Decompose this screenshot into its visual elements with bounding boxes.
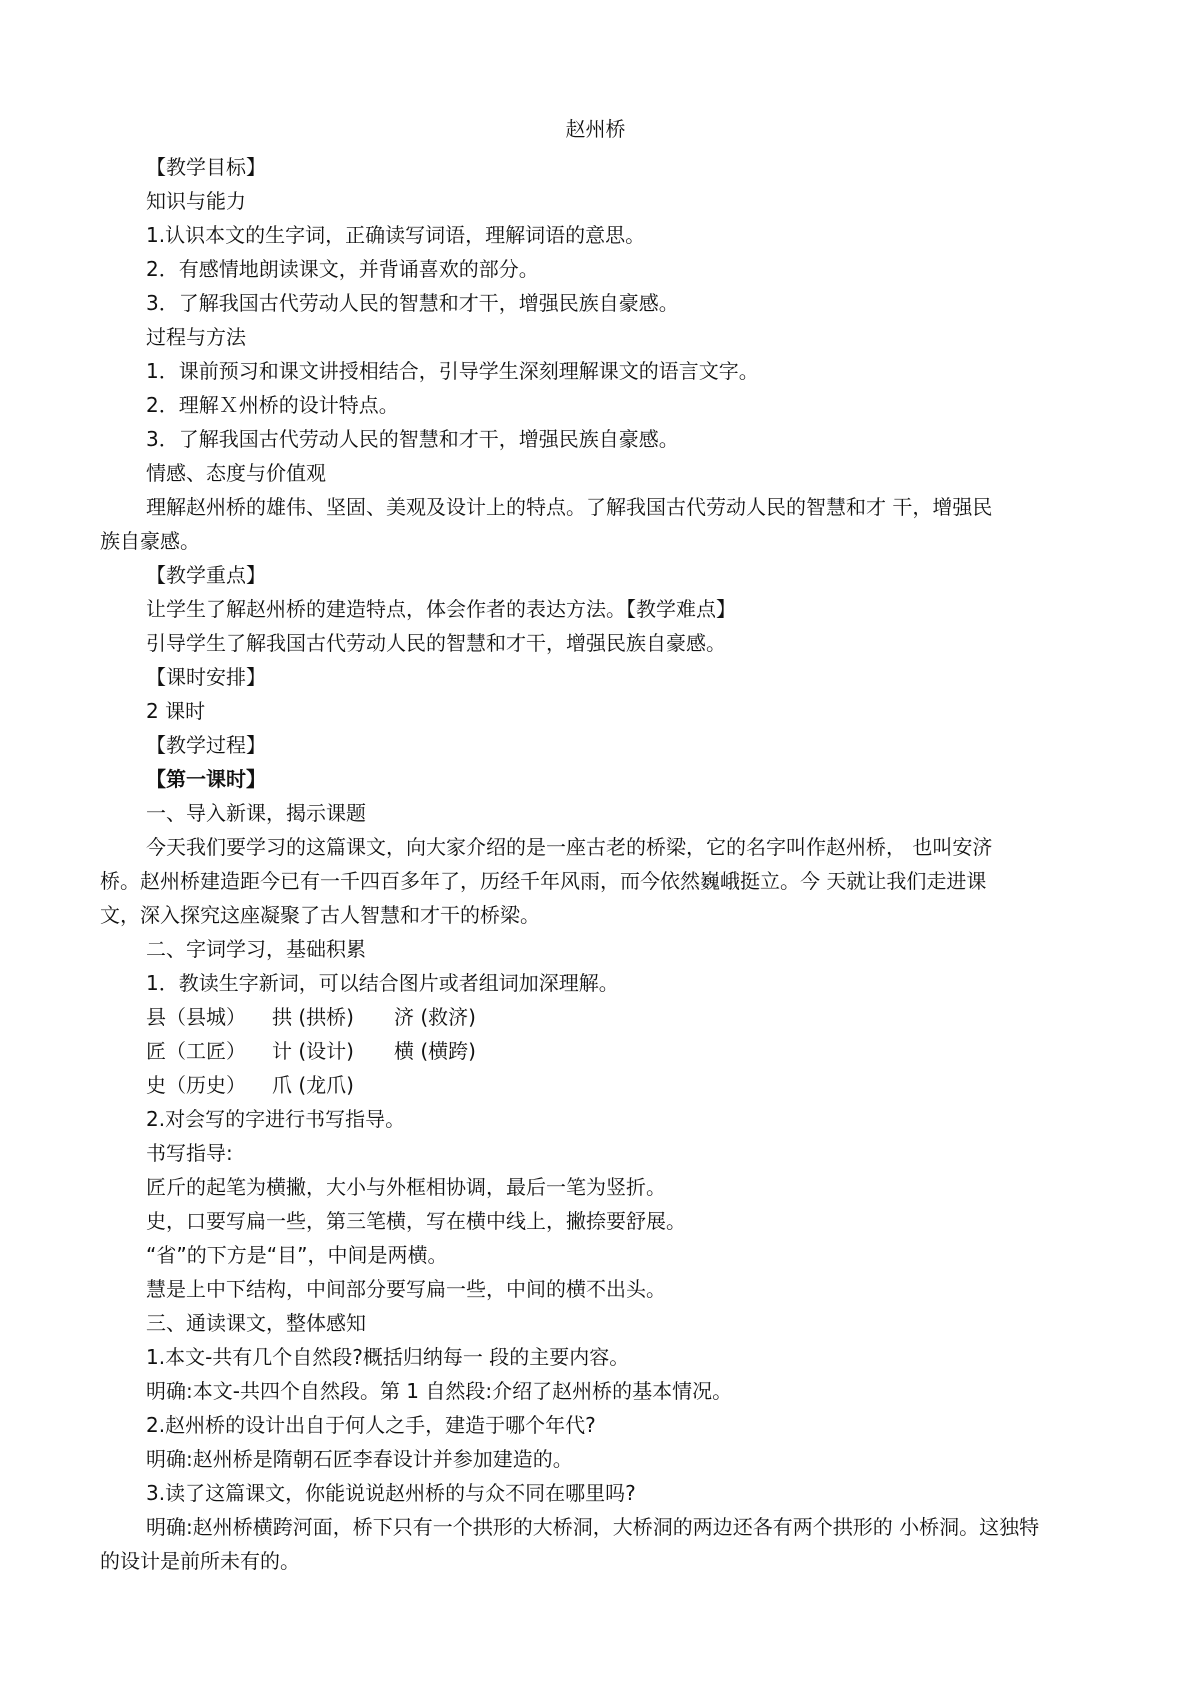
- paragraph-line: 2．有感情地朗读课文，并背诵喜欢的部分。: [146, 257, 539, 281]
- paragraph-line: 明确:赵州桥是隋朝石匠李春设计并参加建造的。: [146, 1447, 573, 1471]
- heading-process: 【教学过程】: [146, 733, 266, 757]
- paragraph-line: 1．课前预习和课文讲授相结合，引导学生深刻理解课文的语言文字。: [146, 359, 759, 383]
- subheading-attitude: 情感、态度与价值观: [146, 461, 326, 485]
- vocab-item: 横 (横跨): [394, 1039, 476, 1063]
- paragraph-line: “省”的下方是“目”，中间是两横。: [146, 1243, 448, 1267]
- heading-key-points: 【教学重点】: [146, 563, 266, 587]
- paragraph-line: 明确:赵州桥横跨河面，桥下只有一个拱形的大桥洞，大桥洞的两边还各有两个拱形的 小桥洞。这独特: [146, 1515, 1040, 1539]
- paragraph-line: 匠斤的起笔为横撇，大小与外框相协调，最后一笔为竖折。: [146, 1175, 666, 1199]
- vocab-item: 县（县城）: [146, 1005, 246, 1029]
- subheading-process: 过程与方法: [146, 325, 246, 349]
- document-body: [100, 150, 1100, 1578]
- paragraph-line: 理解赵州桥的雄伟、坚固、美观及设计上的特点。了解我国古代劳动人民的智慧和才 干，增强民: [146, 495, 993, 519]
- vocab-item: 史（历史）: [146, 1073, 246, 1097]
- heading-objectives: 【教学目标】: [146, 155, 266, 179]
- vocab-row: [100, 1068, 1100, 1102]
- paragraph-line: 3.读了这篇课文，你能说说赵州桥的与众不同在哪里吗?: [146, 1481, 636, 1505]
- paragraph-line: 3．了解我国古代劳动人民的智慧和才干，增强民族自豪感。: [146, 291, 679, 315]
- section-heading: 二、字词学习，基础积累: [146, 937, 366, 961]
- paragraph-line: 史，口要写扁一些，第三笔横，写在横中线上，撇捺要舒展。: [146, 1209, 686, 1233]
- heading-schedule: 【课时安排】: [146, 665, 266, 689]
- section-heading: 一、导入新课，揭示课题: [146, 801, 366, 825]
- paragraph-line: 慧是上中下结构，中间部分要写扁一些，中间的横不出头。: [146, 1277, 666, 1301]
- paragraph-line: 文，深入探究这座凝聚了古人智慧和才干的桥梁。: [100, 903, 540, 927]
- document-title: 赵州桥: [565, 117, 626, 141]
- paragraph-line: 族自豪感。: [100, 529, 200, 553]
- vocab-row: [100, 1034, 1100, 1068]
- subheading-knowledge: 知识与能力: [146, 189, 246, 213]
- paragraph-line: 3．了解我国古代劳动人民的智慧和才干，增强民族自豪感。: [146, 427, 679, 451]
- vocab-item: 拱 (拱桥): [272, 1005, 354, 1029]
- paragraph-line: 2．理解Ｘ州桥的设计特点。: [146, 393, 399, 417]
- section-heading: 三、通读课文，整体感知: [146, 1311, 366, 1335]
- paragraph-line: 1．教读生字新词，可以结合图片或者组词加深理解。: [146, 971, 619, 995]
- paragraph-line: 让学生了解赵州桥的建造特点，体会作者的表达方法。【教学难点】: [146, 597, 736, 621]
- paragraph-line: 2.对会写的字进行书写指导。: [146, 1107, 406, 1131]
- vocab-item: 匠（工匠）: [146, 1039, 246, 1063]
- paragraph-line: 引导学生了解我国古代劳动人民的智慧和才干，增强民族自豪感。: [146, 631, 726, 655]
- vocab-row: [100, 1000, 1100, 1034]
- vocab-item: [394, 1068, 554, 1102]
- heading-first-lesson: 【第一课时】: [146, 767, 266, 791]
- paragraph-line: 2.赵州桥的设计出自于何人之手，建造于哪个年代?: [146, 1413, 596, 1437]
- vocab-item: 爪 (龙爪): [272, 1073, 354, 1097]
- paragraph-line: 明确:本文-共四个自然段。第 1 自然段:介绍了赵州桥的基本情况。: [146, 1379, 733, 1403]
- paragraph-line: 今天我们要学习的这篇课文，向大家介绍的是一座古老的桥梁，它的名字叫作赵州桥， 也叫安济: [146, 835, 993, 859]
- paragraph-line: 书写指导:: [146, 1141, 233, 1165]
- paragraph-line: 的设计是前所未有的。: [100, 1549, 300, 1573]
- paragraph-line: 桥。赵州桥建造距今已有一千四百多年了，历经千年风雨，而今依然巍峨挺立。今 天就让我们走进课: [100, 869, 987, 893]
- paragraph-line: 1.本文-共有几个自然段?概括归纳每一 段的主要内容。: [146, 1345, 630, 1369]
- vocab-item: 济 (救济): [394, 1005, 476, 1029]
- vocab-item: 计 (设计): [272, 1039, 354, 1063]
- paragraph-line: 2 课时: [146, 699, 206, 723]
- paragraph-line: 1.认识本文的生字词，正确读写词语，理解词语的意思。: [146, 223, 646, 247]
